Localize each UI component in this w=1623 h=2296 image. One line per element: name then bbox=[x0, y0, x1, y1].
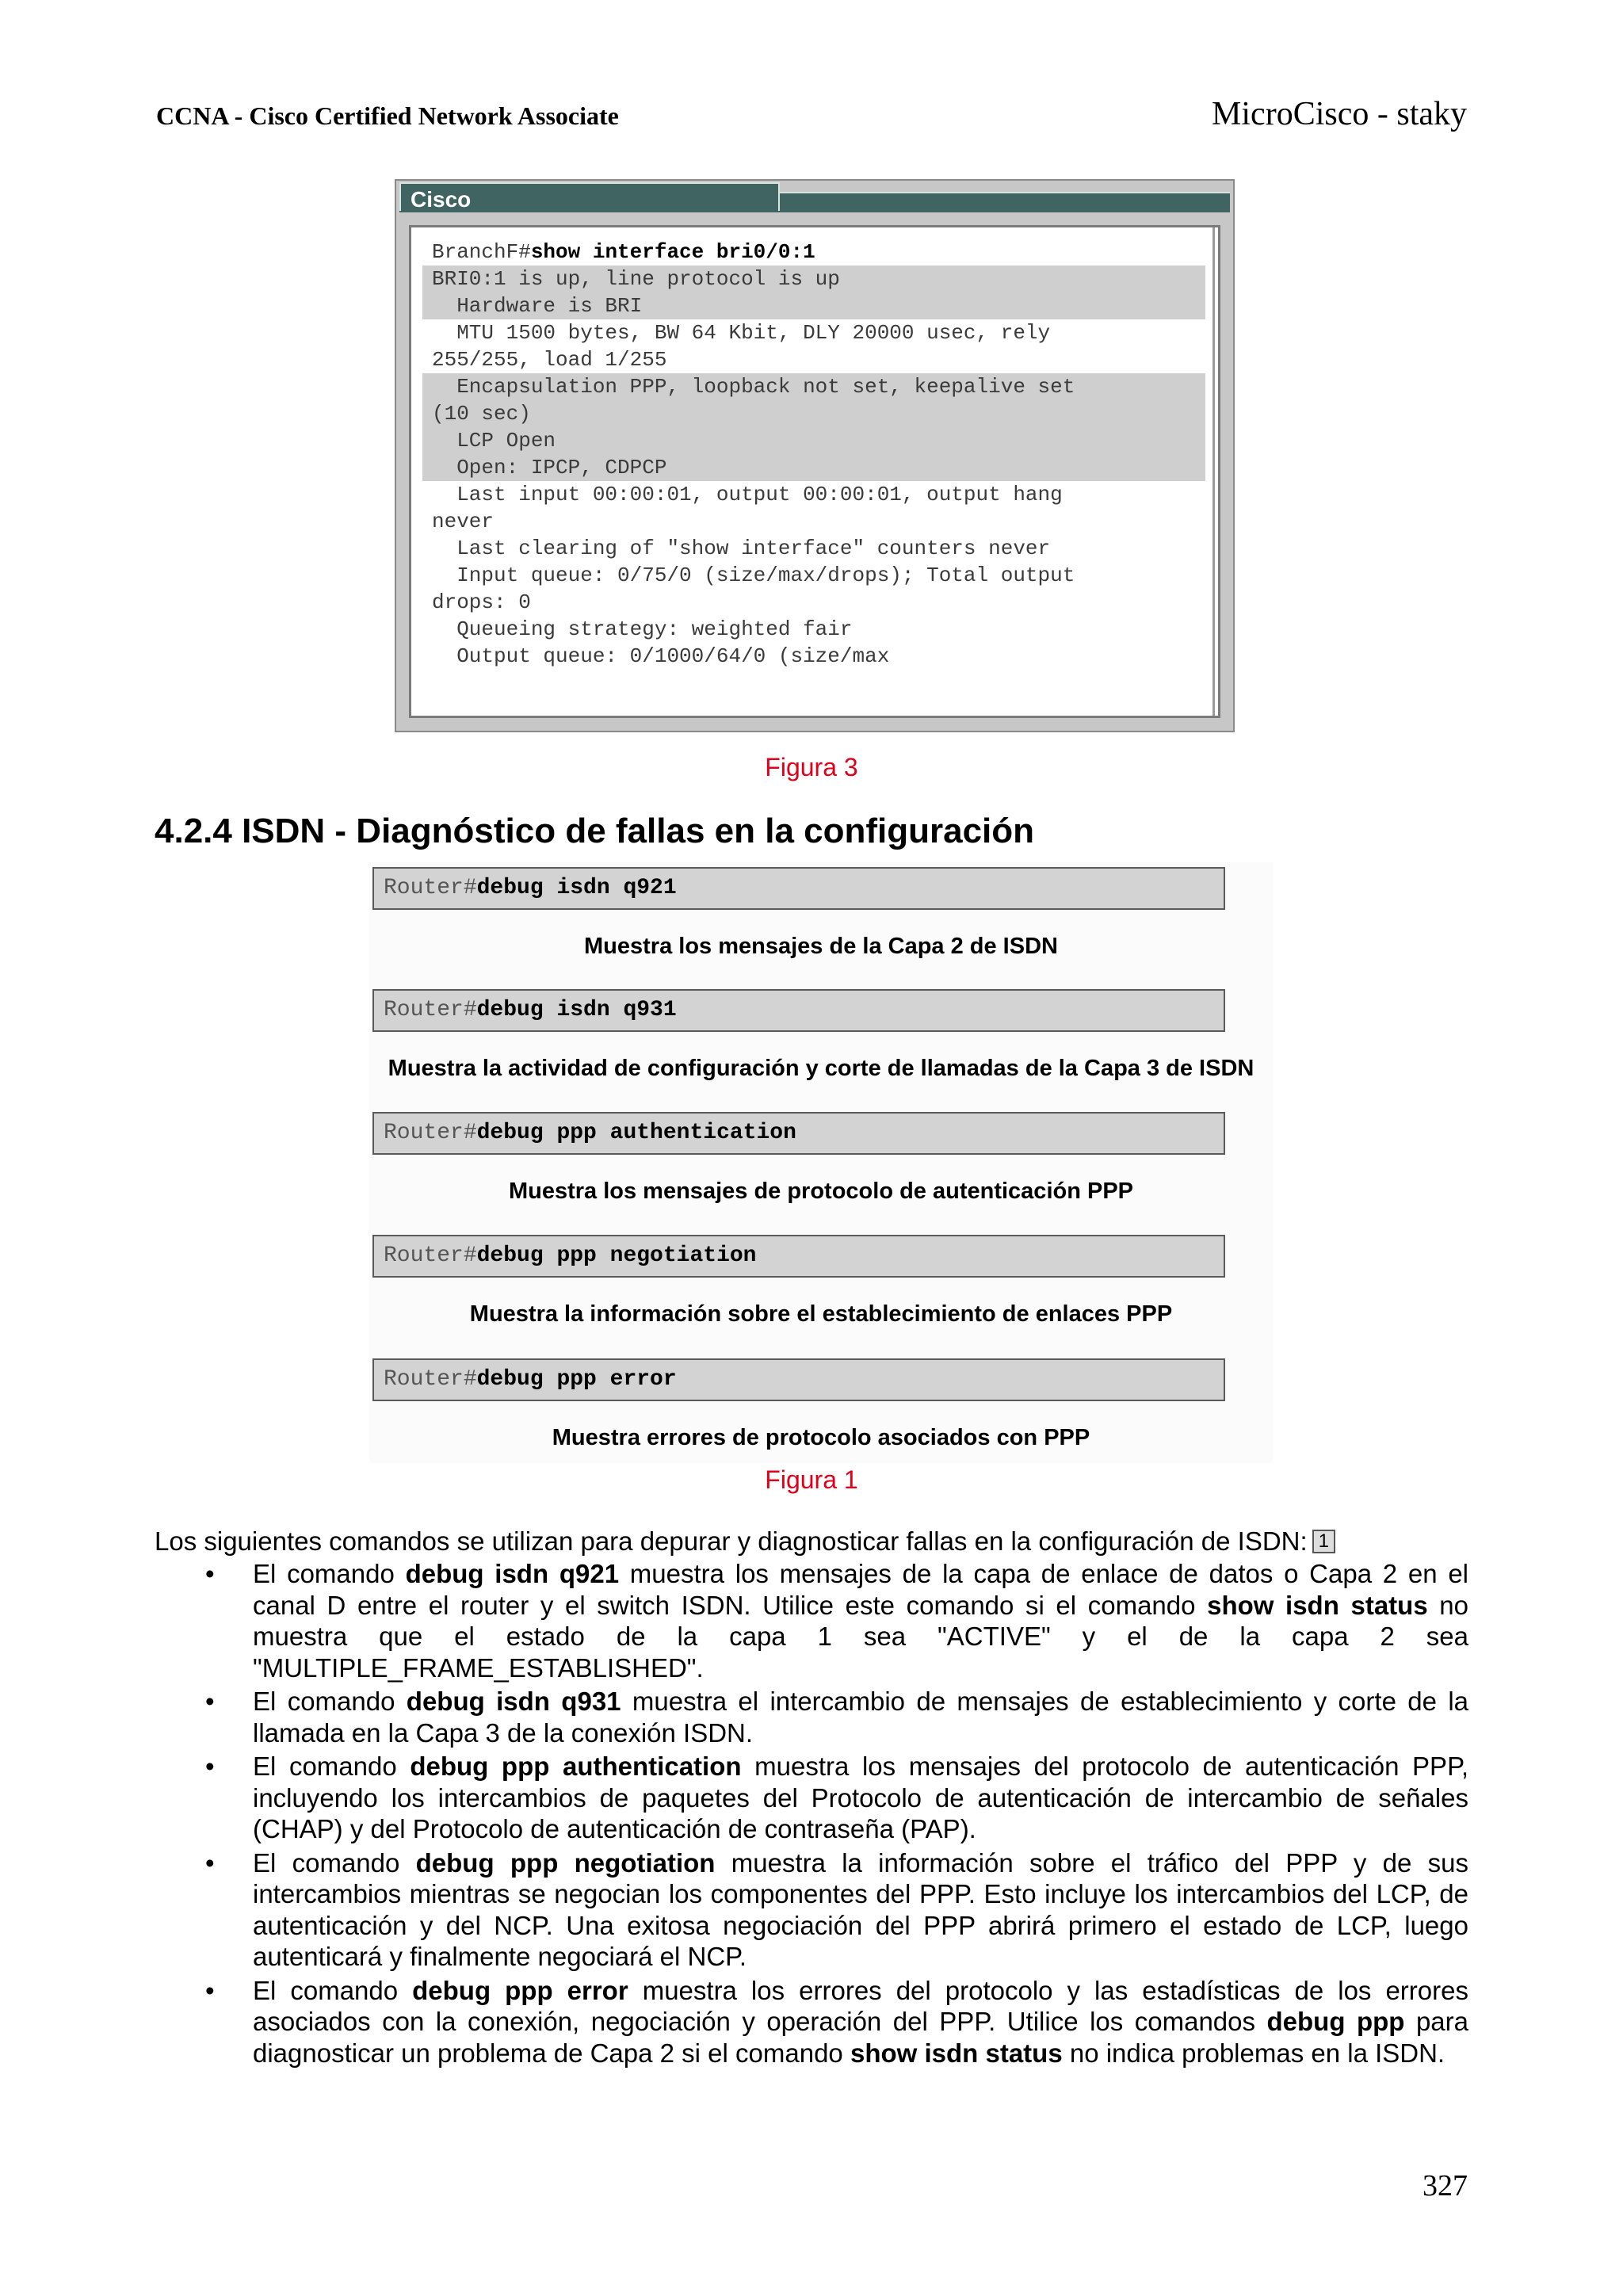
item-text: no muestra que el estado de la capa 1 sea "ACTIVE" y el de la capa 2 sea "MULTIPLE_FRAME_ESTABLISHED". bbox=[253, 1590, 1469, 1683]
command-prompt: Router# bbox=[384, 1367, 477, 1392]
terminal-line: MTU 1500 bytes, BW 64 Kbit, DLY 20000 usec, rely bbox=[432, 321, 1051, 345]
item-text: muestra los mensajes del protocolo de autenticación PPP, incluyendo los intercambios de paquetes del Protocolo de autenticación de intercambio de señales (CHAP) y del Protocolo de autenticación de contraseña (PAP). bbox=[253, 1752, 1468, 1843]
list-item bbox=[155, 1558, 1468, 1683]
terminal-line: (10 sec) bbox=[422, 400, 1205, 427]
command-text: debug ppp error bbox=[476, 1367, 677, 1392]
figure-caption: Figura 1 bbox=[765, 1465, 858, 1494]
list-item bbox=[155, 1975, 1468, 2069]
item-text: muestra el intercambio de mensajes de establecimiento y corte de la llamada en la Capa 3 de la conexión ISDN. bbox=[253, 1687, 1469, 1748]
terminal-command: show interface bri0/0:1 bbox=[530, 240, 815, 264]
terminal-line: Input queue: 0/75/0 (size/max/drops); Total output bbox=[432, 563, 1075, 587]
terminal-line: Open: IPCP, CDPCP bbox=[422, 454, 1205, 481]
debug-commands-figure bbox=[369, 862, 1273, 1463]
item-command: show isdn status bbox=[1207, 1590, 1428, 1620]
window-title-tab bbox=[399, 182, 780, 211]
command-box bbox=[372, 1358, 1225, 1401]
command-text: debug isdn q921 bbox=[476, 876, 677, 900]
command-description: Muestra la actividad de configuración y corte de llamadas de la Capa 3 de ISDN bbox=[388, 1056, 1254, 1081]
item-command: debug isdn q921 bbox=[405, 1559, 620, 1588]
command-box bbox=[372, 1235, 1225, 1278]
item-text: no indica problemas en la ISDN. bbox=[1062, 2038, 1445, 2068]
command-description: Muestra la información sobre el establecimiento de enlaces PPP bbox=[469, 1301, 1173, 1327]
terminal-command-line bbox=[422, 239, 1205, 266]
command-prompt: Router# bbox=[384, 1244, 477, 1268]
command-box bbox=[372, 867, 1225, 910]
item-text: muestra los mensajes de la capa de enlace de datos o Capa 2 en el canal D entre el router y el switch ISDN. Utilice este comando si el comando bbox=[253, 1559, 1468, 1620]
section-heading: 4.2.4 ISDN - Diagnóstico de fallas en la configuración bbox=[155, 812, 1035, 850]
command-list bbox=[155, 1558, 1468, 2071]
item-command: show isdn status bbox=[850, 2038, 1063, 2068]
command-text: debug ppp authentication bbox=[476, 1121, 796, 1145]
item-text: para diagnosticar un problema de Capa 2 si el comando bbox=[253, 2007, 1468, 2068]
intro-text: Los siguientes comandos se utilizan para depurar y diagnosticar fallas en la configuración de ISDN: bbox=[155, 1526, 1308, 1556]
page-number: 327 bbox=[1423, 2169, 1468, 2202]
figure-reference-link[interactable]: 1 bbox=[1312, 1530, 1335, 1553]
terminal-line: Output queue: 0/1000/64/0 (size/max bbox=[432, 644, 890, 668]
item-command: debug isdn q931 bbox=[406, 1687, 621, 1716]
item-command: debug ppp negotiation bbox=[415, 1847, 716, 1878]
terminal-line: LCP Open bbox=[422, 427, 1205, 454]
item-text: El comando bbox=[253, 1847, 416, 1878]
command-description: Muestra los mensajes de la Capa 2 de ISDN bbox=[584, 934, 1058, 959]
figure-caption: Figura 3 bbox=[765, 753, 858, 781]
terminal-line: Last clearing of "show interface" counters never bbox=[432, 537, 1051, 560]
item-command: debug ppp error bbox=[412, 1975, 628, 2005]
command-description: Muestra los mensajes de protocolo de autenticación PPP bbox=[508, 1179, 1134, 1204]
command-prompt: Router# bbox=[384, 876, 477, 900]
terminal-line: Hardware is BRI bbox=[422, 292, 1205, 319]
item-command: debug ppp authentication bbox=[410, 1752, 742, 1781]
command-description: Muestra errores de protocolo asociados con PPP bbox=[552, 1425, 1090, 1450]
terminal-output bbox=[422, 239, 1205, 701]
command-box bbox=[372, 989, 1225, 1032]
terminal-line: never bbox=[432, 510, 495, 533]
item-text: El comando bbox=[253, 1687, 407, 1716]
command-text: debug ppp negotiation bbox=[476, 1244, 757, 1268]
page-header-right: MicroCisco - staky bbox=[1212, 96, 1467, 132]
terminal-panel bbox=[409, 225, 1220, 718]
list-item bbox=[155, 1686, 1468, 1748]
window-title: Cisco bbox=[411, 187, 472, 212]
terminal-line: Last input 00:00:01, output 00:00:01, output hang bbox=[432, 483, 1063, 506]
item-text: El comando bbox=[253, 1975, 413, 2005]
item-text: muestra los errores del protocolo y las estadísticas de los errores asociados con la conexión, negociación y operación del PPP. Utilice los comandos bbox=[253, 1975, 1468, 2036]
intro-paragraph bbox=[155, 1526, 1335, 1557]
terminal-line: Encapsulation PPP, loopback not set, keepalive set bbox=[422, 373, 1205, 400]
terminal-line: BRI0:1 is up, line protocol is up bbox=[422, 266, 1205, 292]
terminal-line: Queueing strategy: weighted fair bbox=[432, 617, 853, 641]
terminal-line: drops: 0 bbox=[432, 590, 531, 614]
item-text: El comando bbox=[253, 1559, 406, 1588]
page-header-left: CCNA - Cisco Certified Network Associate bbox=[156, 101, 619, 130]
item-text: muestra la información sobre el tráfico del PPP y de sus intercambios mientras se negocian los componentes del PPP. Esto incluye los intercambios del LCP, de autenticación y del NCP. Una exitosa negociación del PPP abrirá primero el estado de LCP, luego autenticará y finalmente negociará el NCP. bbox=[253, 1847, 1469, 1971]
command-prompt: Router# bbox=[384, 1121, 477, 1145]
list-item bbox=[155, 1751, 1468, 1845]
cisco-terminal-window bbox=[395, 179, 1235, 732]
terminal-scroll-edge bbox=[1212, 227, 1215, 716]
command-prompt: Router# bbox=[384, 998, 477, 1022]
terminal-line: 255/255, load 1/255 bbox=[432, 348, 667, 372]
list-item bbox=[155, 1847, 1468, 1973]
terminal-prompt: BranchF# bbox=[432, 240, 531, 264]
command-box bbox=[372, 1112, 1225, 1155]
item-text: El comando bbox=[253, 1752, 411, 1781]
command-text: debug isdn q931 bbox=[476, 998, 677, 1022]
item-command: debug ppp bbox=[1266, 2007, 1405, 2036]
